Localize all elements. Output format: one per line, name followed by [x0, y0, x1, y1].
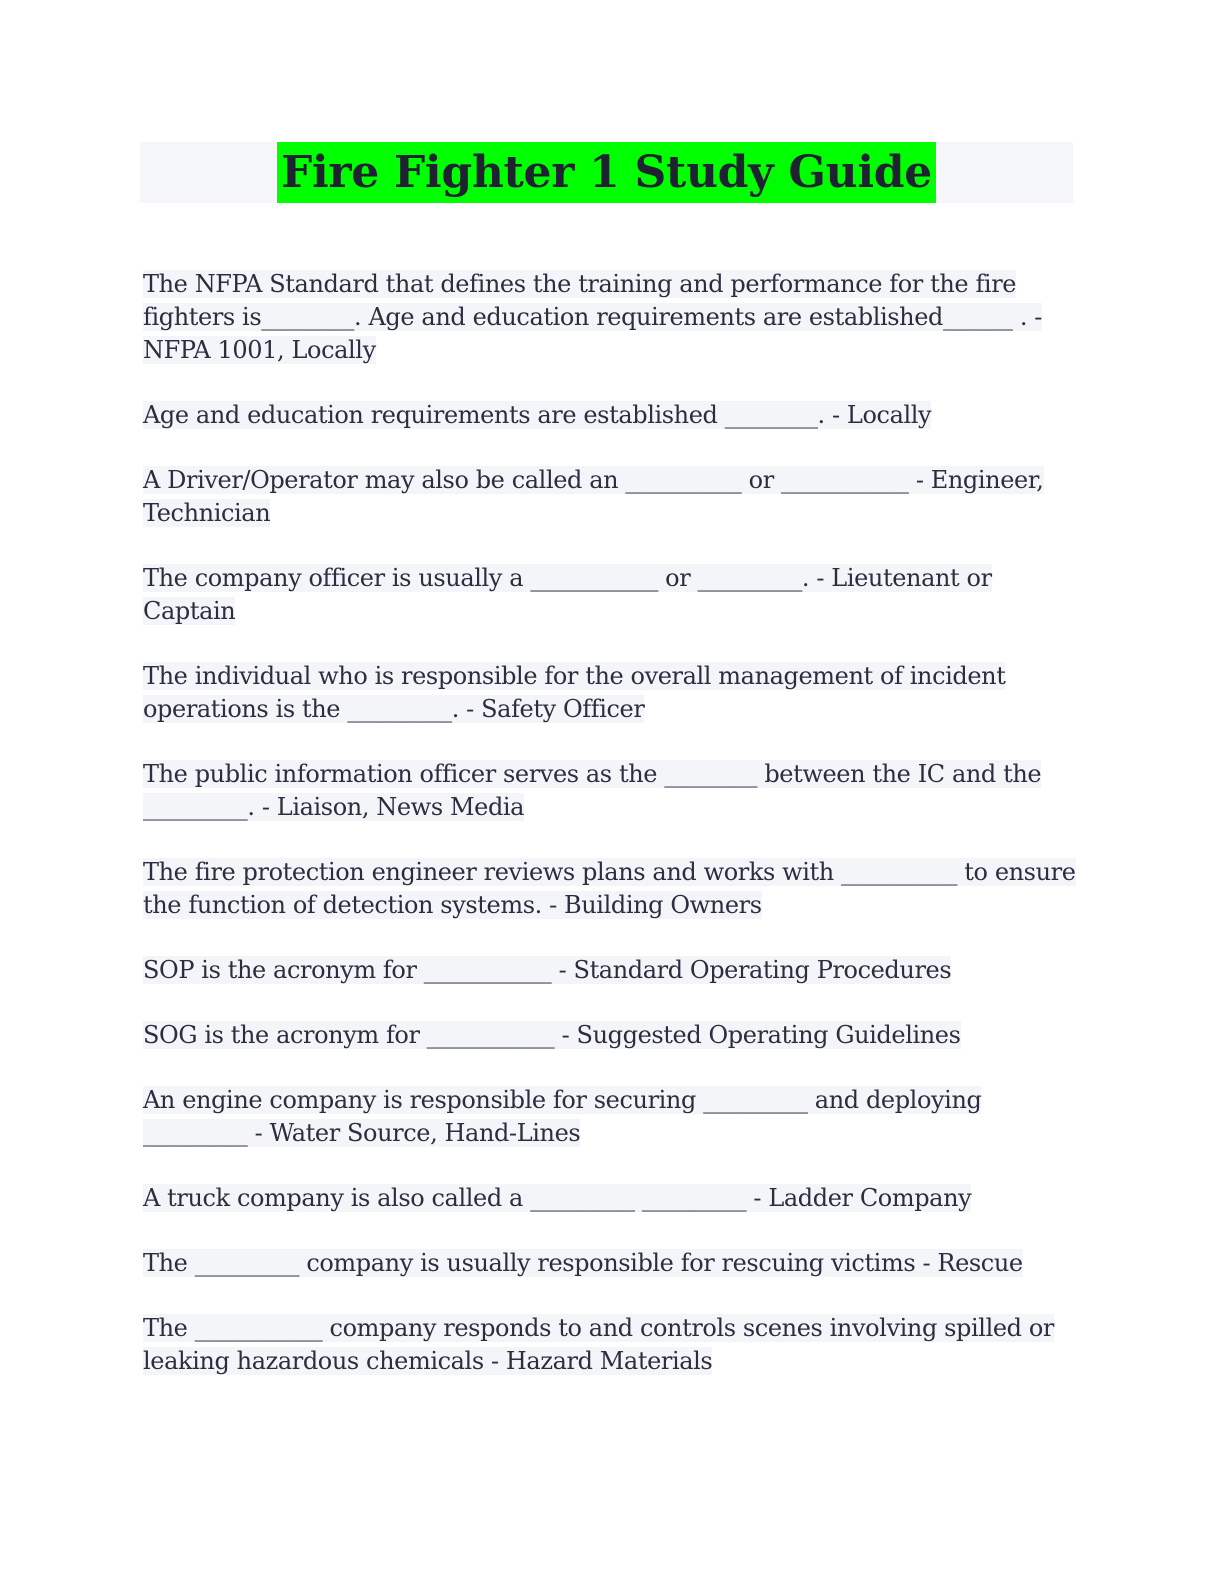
question-text: The _________ company is usually responsible for rescuing victims - Rescue: [143, 1249, 1023, 1277]
question-item: [143, 1182, 1078, 1215]
title-band: [140, 142, 1073, 203]
question-text: The NFPA Standard that defines the training and performance for the fire fighters is________. Age and education requirements are established______ . - NFPA 1001, Locally: [143, 270, 1043, 364]
question-text: SOG is the acronym for ___________ - Suggested Operating Guidelines: [143, 1021, 961, 1049]
question-item: [143, 954, 1078, 987]
question-item: [143, 399, 1078, 432]
question-item: [143, 1084, 1078, 1150]
question-text: The individual who is responsible for the overall management of incident operations is the _________. - Safety Officer: [143, 662, 1006, 723]
question-text: The company officer is usually a ___________ or _________. - Lieutenant or Captain: [143, 564, 992, 625]
document-title: Fire Fighter 1 Study Guide: [277, 142, 936, 203]
question-text: SOP is the acronym for ___________ - Standard Operating Procedures: [143, 956, 952, 984]
question-list: [143, 268, 1078, 1410]
question-item: [143, 660, 1078, 726]
question-item: [143, 562, 1078, 628]
question-item: [143, 1019, 1078, 1052]
question-item: [143, 464, 1078, 530]
question-item: [143, 268, 1078, 367]
question-text: Age and education requirements are established ________. - Locally: [143, 401, 932, 429]
question-text: A truck company is also called a _________ _________ - Ladder Company: [143, 1184, 972, 1212]
question-item: [143, 1247, 1078, 1280]
question-item: [143, 1312, 1078, 1378]
question-item: [143, 856, 1078, 922]
question-text: The public information officer serves as the ________ between the IC and the _________. - Liaison, News Media: [143, 760, 1042, 821]
question-item: [143, 758, 1078, 824]
question-text: The fire protection engineer reviews plans and works with __________ to ensure the function of detection systems. - Building Owners: [143, 858, 1076, 919]
question-text: An engine company is responsible for securing _________ and deploying _________ - Water Source, Hand-Lines: [143, 1086, 982, 1147]
question-text: A Driver/Operator may also be called an __________ or ___________ - Engineer, Technician: [143, 466, 1044, 527]
question-text: The ___________ company responds to and controls scenes involving spilled or leaking hazardous chemicals - Hazard Materials: [143, 1314, 1054, 1375]
